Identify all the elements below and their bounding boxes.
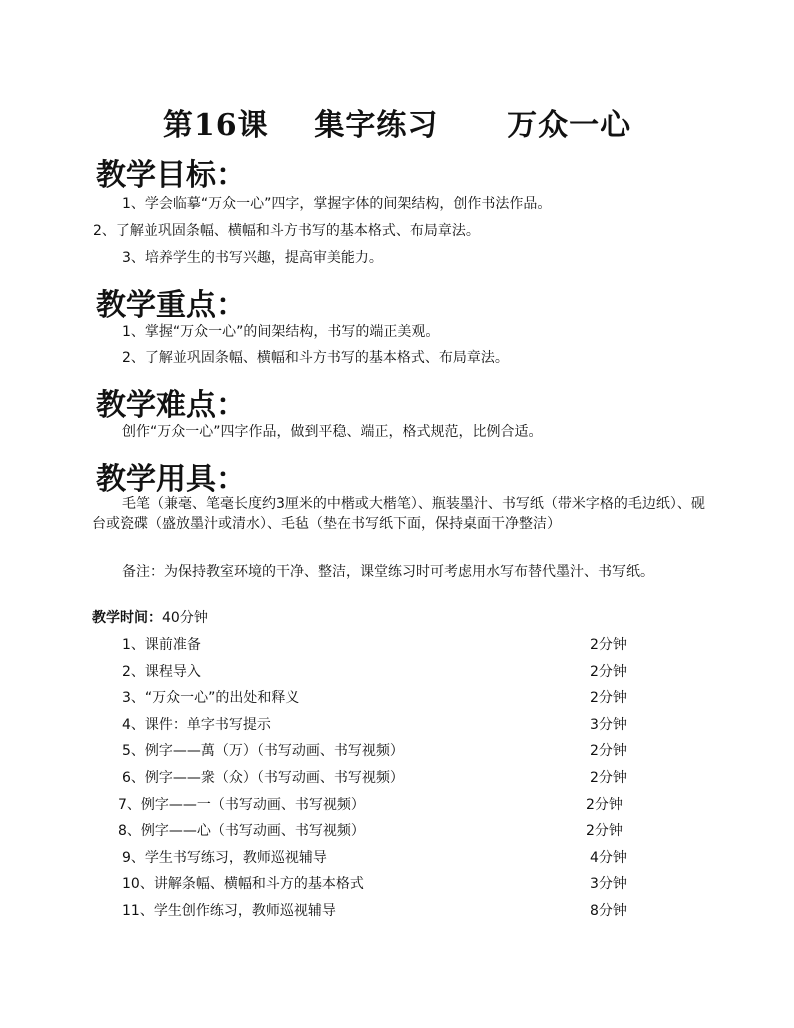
schedule-row xyxy=(122,768,642,788)
tools-note: 备注：为保持教室环境的干净、整洁，课堂练习时可考虑用水写布替代墨汁、书写纸。 xyxy=(122,564,654,580)
goal-item: 2、了解並巩固条幅、横幅和斗方书写的基本格式、布局章法。 xyxy=(93,223,480,239)
schedule-row xyxy=(122,874,642,894)
schedule-item-duration: 2分钟 xyxy=(590,690,627,706)
key-point-item: 1、掌握“万众一心”的间架结构，书写的端正美观。 xyxy=(122,324,440,340)
tools-text: 毛笔（兼毫、笔毫长度约3厘米的中楷或大楷笔）、瓶装墨汁、书写纸（带米字格的毛边纸）、砚台或瓷碟（盛放墨汁或清水）、毛毡（垫在书写纸下面，保持桌面干净整洁） xyxy=(92,496,705,532)
schedule-row xyxy=(118,795,638,815)
tools-heading: 教学用具： xyxy=(96,462,246,497)
schedule-row xyxy=(122,901,642,921)
schedule-item-duration: 2分钟 xyxy=(590,664,627,680)
goals-heading: 教学目标： xyxy=(96,158,246,193)
schedule-item-duration: 2分钟 xyxy=(586,797,623,813)
schedule-row xyxy=(122,741,642,761)
goal-item: 1、学会临摹“万众一心”四字，掌握字体的间架结构，创作书法作品。 xyxy=(122,196,552,212)
schedule-row xyxy=(122,688,642,708)
schedule-total: 40分钟 xyxy=(162,610,208,626)
schedule-item-text: 2、课程导入 xyxy=(122,664,201,680)
schedule-item-text: 9、学生书写练习，教师巡视辅导 xyxy=(122,850,327,866)
schedule-row xyxy=(122,635,642,655)
schedule-item-text: 8、例字——心（书写动画、书写视频） xyxy=(118,823,365,839)
schedule-item-text: 5、例字——萬（万）（书写动画、书写视频） xyxy=(122,743,404,759)
schedule-item-text: 6、例字——衆（众）（书写动画、书写视频） xyxy=(122,770,404,786)
schedule-item-duration: 8分钟 xyxy=(590,903,627,919)
key-points-heading: 教学重点： xyxy=(96,288,246,323)
schedule-item-duration: 3分钟 xyxy=(590,876,627,892)
schedule-row xyxy=(122,662,642,682)
schedule-item-duration: 2分钟 xyxy=(586,823,623,839)
schedule-item-text: 11、学生创作练习，教师巡视辅导 xyxy=(122,903,336,919)
schedule-item-text: 7、例字——一（书写动画、书写视频） xyxy=(118,797,365,813)
schedule-item-text: 3、“万众一心”的出处和释义 xyxy=(122,690,300,706)
schedule-item-duration: 3分钟 xyxy=(590,717,627,733)
difficulty-item: 创作“万众一心”四字作品，做到平稳、端正，格式规范，比例合适。 xyxy=(122,424,543,440)
page-title: 第16课 集字练习 万众一心 xyxy=(162,108,632,143)
difficulties-heading: 教学难点： xyxy=(96,388,246,423)
key-point-item: 2、了解並巩固条幅、横幅和斗方书写的基本格式、布局章法。 xyxy=(122,350,509,366)
schedule-item-duration: 2分钟 xyxy=(590,637,627,653)
schedule-label: 教学时间： xyxy=(92,610,162,626)
schedule-item-text: 1、课前准备 xyxy=(122,637,201,653)
schedule-item-duration: 2分钟 xyxy=(590,770,627,786)
schedule-header xyxy=(92,608,208,628)
goal-item: 3、培养学生的书写兴趣，提高审美能力。 xyxy=(122,250,383,266)
schedule-row xyxy=(118,821,638,841)
schedule-row xyxy=(122,715,642,735)
schedule-row xyxy=(122,848,642,868)
schedule-item-text: 10、讲解条幅、横幅和斗方的基本格式 xyxy=(122,876,364,892)
schedule-item-text: 4、课件：单字书写提示 xyxy=(122,717,271,733)
schedule-item-duration: 2分钟 xyxy=(590,743,627,759)
schedule-item-duration: 4分钟 xyxy=(590,850,627,866)
